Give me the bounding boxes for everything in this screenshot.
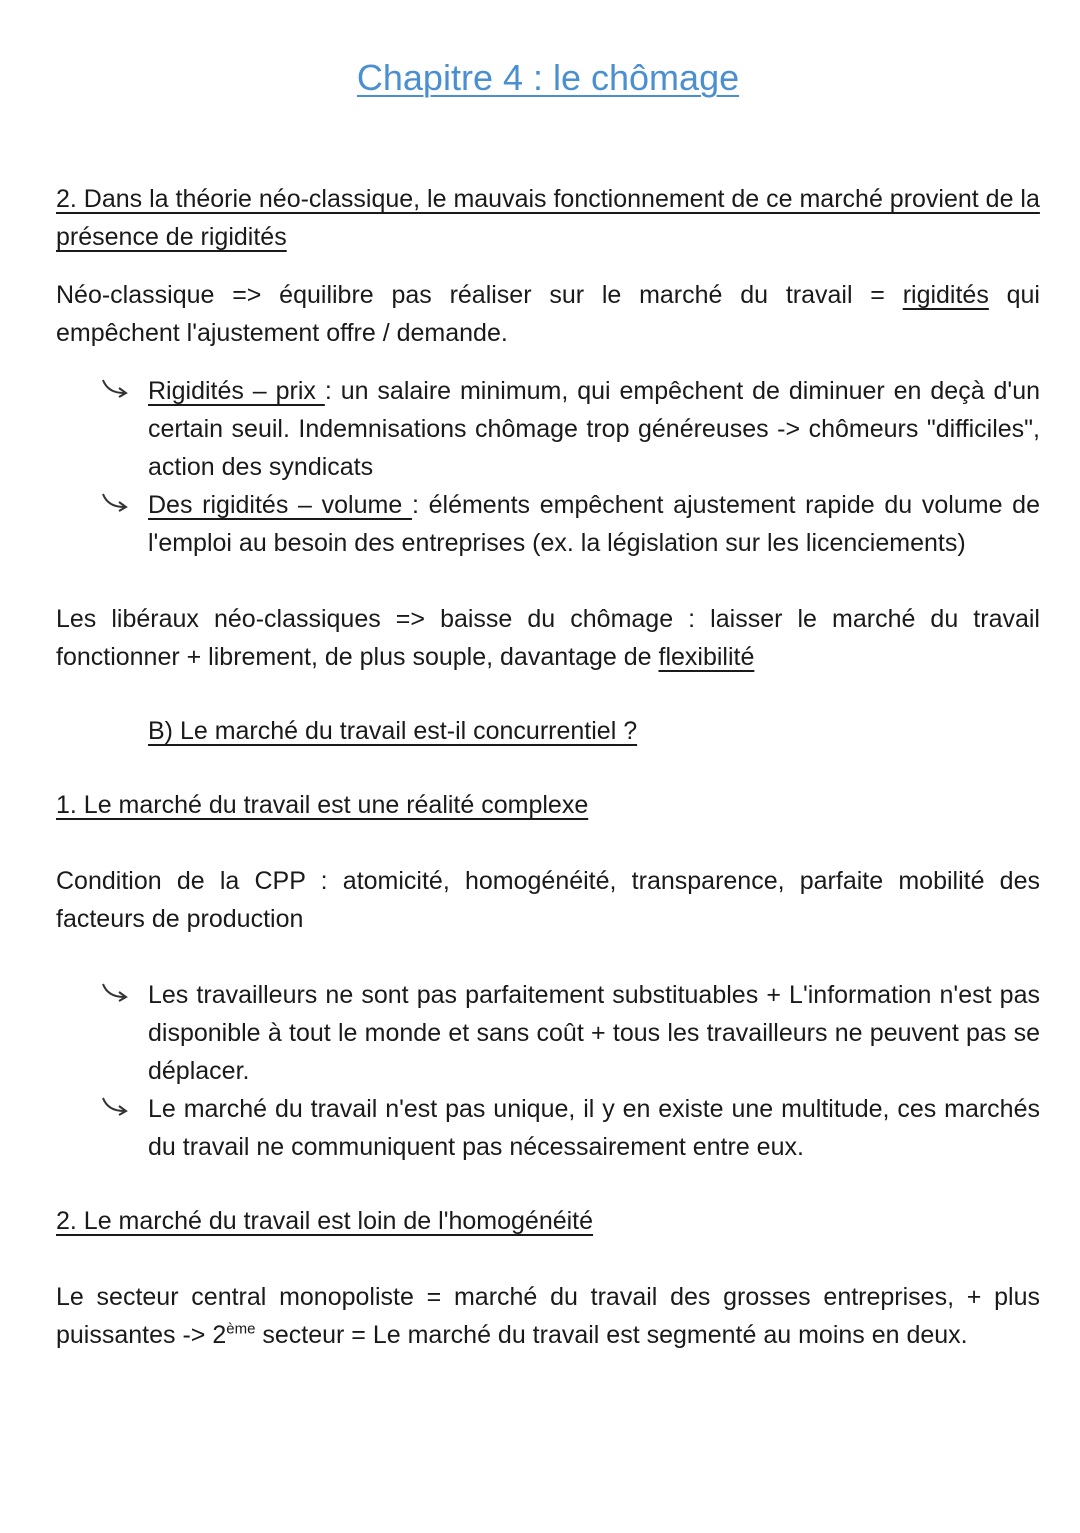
underlined-term: flexibilité bbox=[658, 643, 755, 671]
hooked-arrow-icon bbox=[100, 1096, 130, 1118]
section-heading-homogeneite: 2. Le marché du travail est loin de l'homogénéité bbox=[56, 1207, 594, 1235]
superscript: ème bbox=[226, 1320, 256, 1338]
hooked-arrow-icon bbox=[100, 378, 130, 400]
bullet-label: Rigidités – prix bbox=[148, 377, 325, 405]
bullet-label: Des rigidités – volume bbox=[148, 491, 412, 519]
cpp-list bbox=[56, 976, 1040, 1166]
hooked-arrow-icon bbox=[100, 982, 130, 1004]
paragraph-liberaux: Les libéraux néo-classiques => baisse du chômage : laisser le marché du travail fonctionner + librement, de plus souple, davantage de flexibilité bbox=[56, 605, 1040, 671]
paragraph-cpp: Condition de la CPP : atomicité, homogénéité, transparence, parfaite mobilité des facteurs de production bbox=[56, 867, 1040, 933]
paragraph-neo-classique: Néo-classique => équilibre pas réaliser sur le marché du travail = rigidités qui empêchent l'ajustement offre / demande. bbox=[56, 281, 1040, 347]
subsection-heading-b: B) Le marché du travail est-il concurrentiel ? bbox=[148, 717, 638, 745]
section-heading-rigidites: 2. Dans la théorie néo-classique, le mauvais fonctionnement de ce marché provient de la présence de rigidités bbox=[56, 185, 1040, 251]
paragraph-secteur: Le secteur central monopoliste = marché du travail des grosses entreprises, + plus puissantes -> 2ème secteur = Le marché du travail est segmenté au moins en deux. bbox=[56, 1283, 1040, 1349]
underlined-term: rigidités bbox=[902, 281, 989, 309]
list-item: Les travailleurs ne sont pas parfaitement substituables + L'information n'est pas disponible à tout le monde et sans coût + tous les travailleurs ne peuvent pas se déplacer. bbox=[148, 976, 1040, 1090]
list-item: Des rigidités – volume : éléments empêchent ajustement rapide du volume de l'emploi au besoin des entreprises (ex. la législation sur les licenciements) bbox=[148, 486, 1040, 562]
rigidites-list bbox=[56, 372, 1040, 562]
section-heading-complexe: 1. Le marché du travail est une réalité complexe bbox=[56, 791, 589, 819]
hooked-arrow-icon bbox=[100, 492, 130, 514]
list-item: Rigidités – prix : un salaire minimum, qui empêchent de diminuer en deçà d'un certain seuil. Indemnisations chômage trop généreuses -> chômeurs "difficiles", action des syndicats bbox=[148, 372, 1040, 486]
list-item: Le marché du travail n'est pas unique, il y en existe une multitude, ces marchés du travail ne communiquent pas nécessairement entre eux. bbox=[148, 1090, 1040, 1166]
page-title: Chapitre 4 : le chômage bbox=[356, 57, 740, 98]
